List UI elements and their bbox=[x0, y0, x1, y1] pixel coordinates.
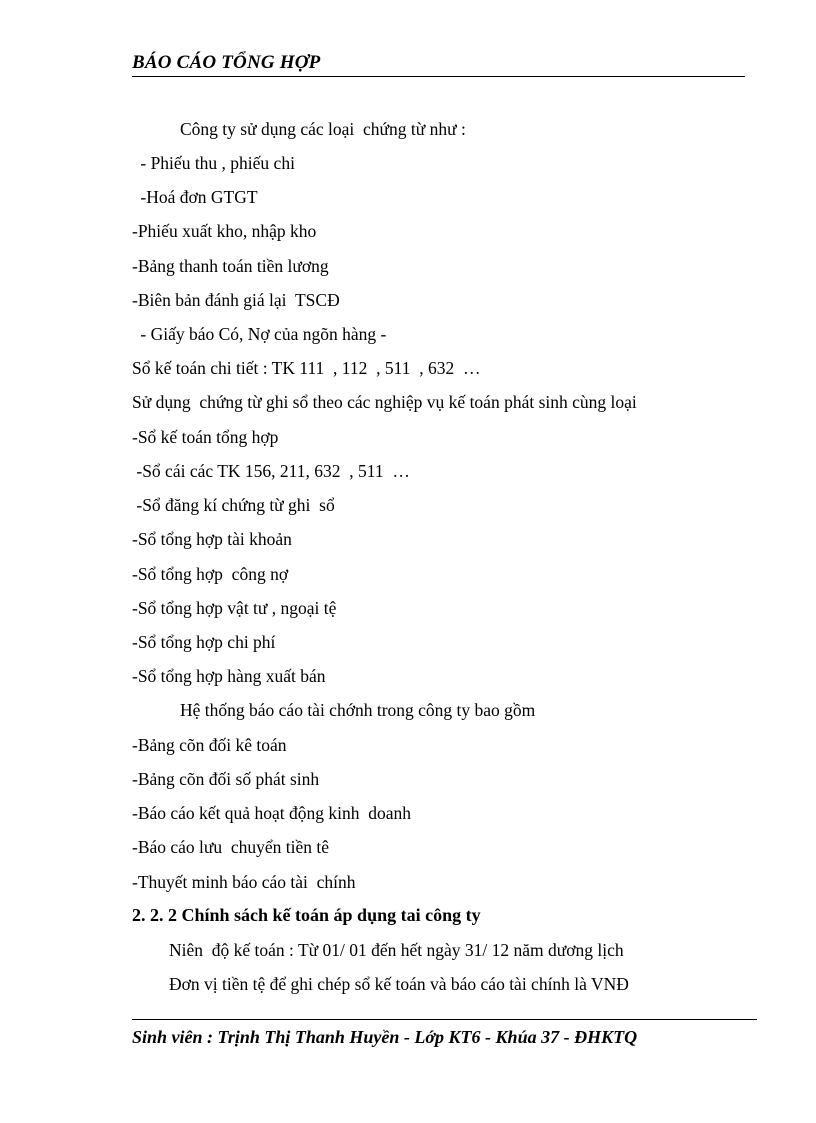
body-line: -Sổ tổng hợp hàng xuất bán bbox=[132, 666, 326, 686]
body-line: -Sổ tổng hợp vật tư , ngoại tệ bbox=[132, 598, 337, 618]
body-line: -Hoá đơn GTGT bbox=[136, 187, 258, 207]
body-line: Sử dụng chứng từ ghi sổ theo các nghiệp vụ kế toán phát sinh cùng loại bbox=[132, 392, 637, 412]
body-line: Đơn vị tiền tệ để ghi chép sổ kế toán và báo cáo tài chính là VNĐ bbox=[169, 974, 629, 994]
body-line: -Sổ kế toán tổng hợp bbox=[132, 427, 279, 447]
report-header-title: BÁO CÁO TỔNG HỢP bbox=[132, 52, 321, 73]
header-divider bbox=[132, 76, 745, 77]
body-line: Sổ kế toán chi tiết : TK 111 , 112 , 511 , 632 … bbox=[132, 358, 481, 378]
body-line: -Thuyết minh báo cáo tài chính bbox=[132, 872, 356, 892]
body-line: - Giấy báo Có, Nợ của ngõn hàng - bbox=[136, 324, 387, 344]
body-line: - Phiếu thu , phiếu chi bbox=[136, 153, 295, 173]
body-line-intro: Công ty sử dụng các loại chứng từ như : bbox=[180, 119, 466, 139]
body-line: -Sổ đăng kí chứng từ ghi sổ bbox=[132, 495, 335, 515]
body-line: -Bảng cõn đối kê toán bbox=[132, 735, 287, 755]
section-heading: 2. 2. 2 Chính sách kế toán áp dụng tai công ty bbox=[132, 905, 481, 925]
body-line: -Sổ tổng hợp công nợ bbox=[132, 564, 289, 584]
body-line: -Sổ tổng hợp tài khoản bbox=[132, 529, 292, 549]
body-line-intro: Hệ thống báo cáo tài chớnh trong công ty bao gồm bbox=[180, 700, 536, 720]
body-line: -Bảng thanh toán tiền lương bbox=[132, 256, 329, 276]
body-line: -Báo cáo lưu chuyển tiền tê bbox=[132, 837, 330, 857]
footer-divider bbox=[132, 1019, 757, 1020]
body-line: -Sổ cái các TK 156, 211, 632 , 511 … bbox=[132, 461, 410, 481]
body-line: -Sổ tổng hợp chi phí bbox=[132, 632, 276, 652]
footer-student-info: Sinh viên : Trịnh Thị Thanh Huyền - Lớp KT6 - Khúa 37 - ĐHKTQ bbox=[132, 1027, 638, 1047]
body-line: -Bảng cõn đối số phát sinh bbox=[132, 769, 320, 789]
body-line: -Báo cáo kết quả hoạt động kinh doanh bbox=[132, 803, 411, 823]
body-line: Niên độ kế toán : Từ 01/ 01 đến hết ngày 31/ 12 năm dương lịch bbox=[169, 940, 624, 960]
body-line: -Biên bản đánh giá lại TSCĐ bbox=[132, 290, 340, 310]
body-line: -Phiếu xuất kho, nhập kho bbox=[132, 221, 317, 241]
